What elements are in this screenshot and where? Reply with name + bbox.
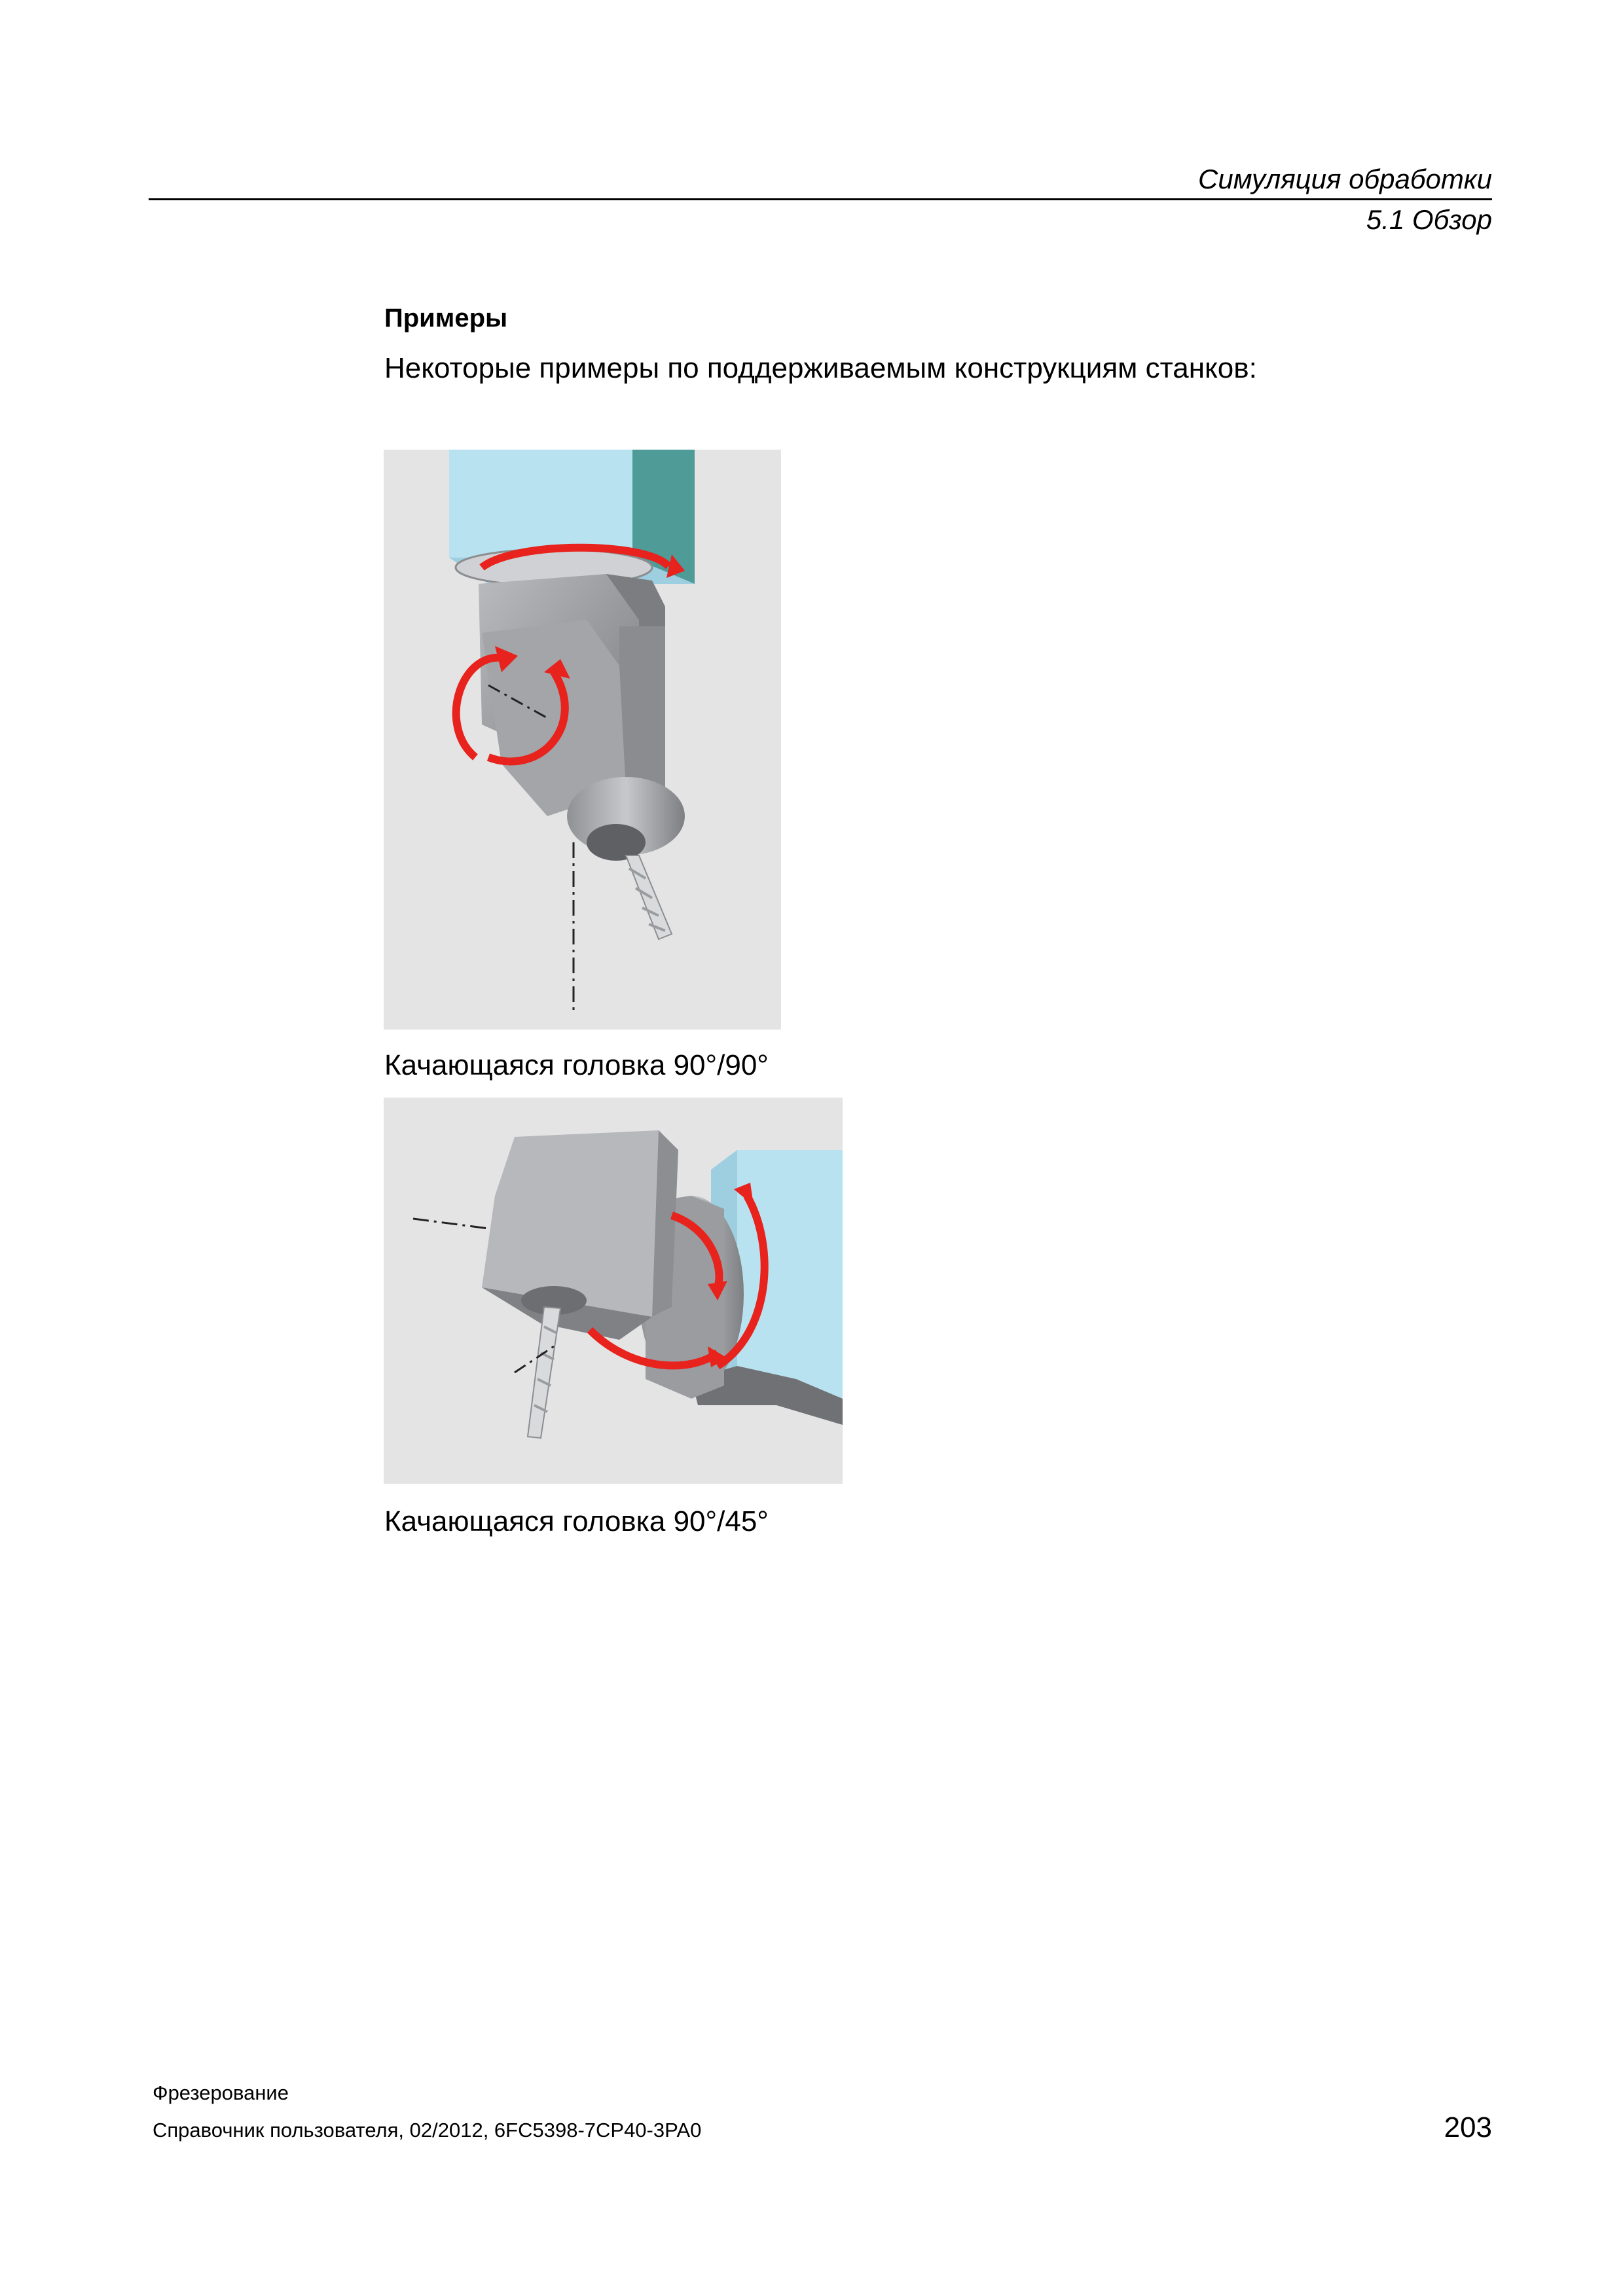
header-chapter-title: Симуляция обработки xyxy=(1198,164,1492,194)
figure-swivel-head-90-90 xyxy=(384,450,781,1030)
figure-caption-2: Качающаяся головка 90°/45° xyxy=(384,1505,769,1537)
header-rule xyxy=(149,198,1492,200)
footer-document-info: Справочник пользователя, 02/2012, 6FC5398-7CP40-3PA0 xyxy=(153,2119,702,2142)
footer-product: Фрезерование xyxy=(153,2081,289,2104)
swivel-head-90-90-illustration xyxy=(384,450,781,1030)
header-section-title: 5.1 Обзор xyxy=(1366,204,1492,235)
section-heading: Примеры xyxy=(384,304,508,332)
figure-caption-1: Качающаяся головка 90°/90° xyxy=(384,1049,769,1081)
intro-text: Некоторые примеры по поддерживаемым конструкциям станков: xyxy=(384,352,1257,384)
swivel-head-90-45-illustration xyxy=(384,1098,843,1484)
figure-swivel-head-90-45 xyxy=(384,1098,843,1484)
page-number: 203 xyxy=(1444,2111,1492,2144)
